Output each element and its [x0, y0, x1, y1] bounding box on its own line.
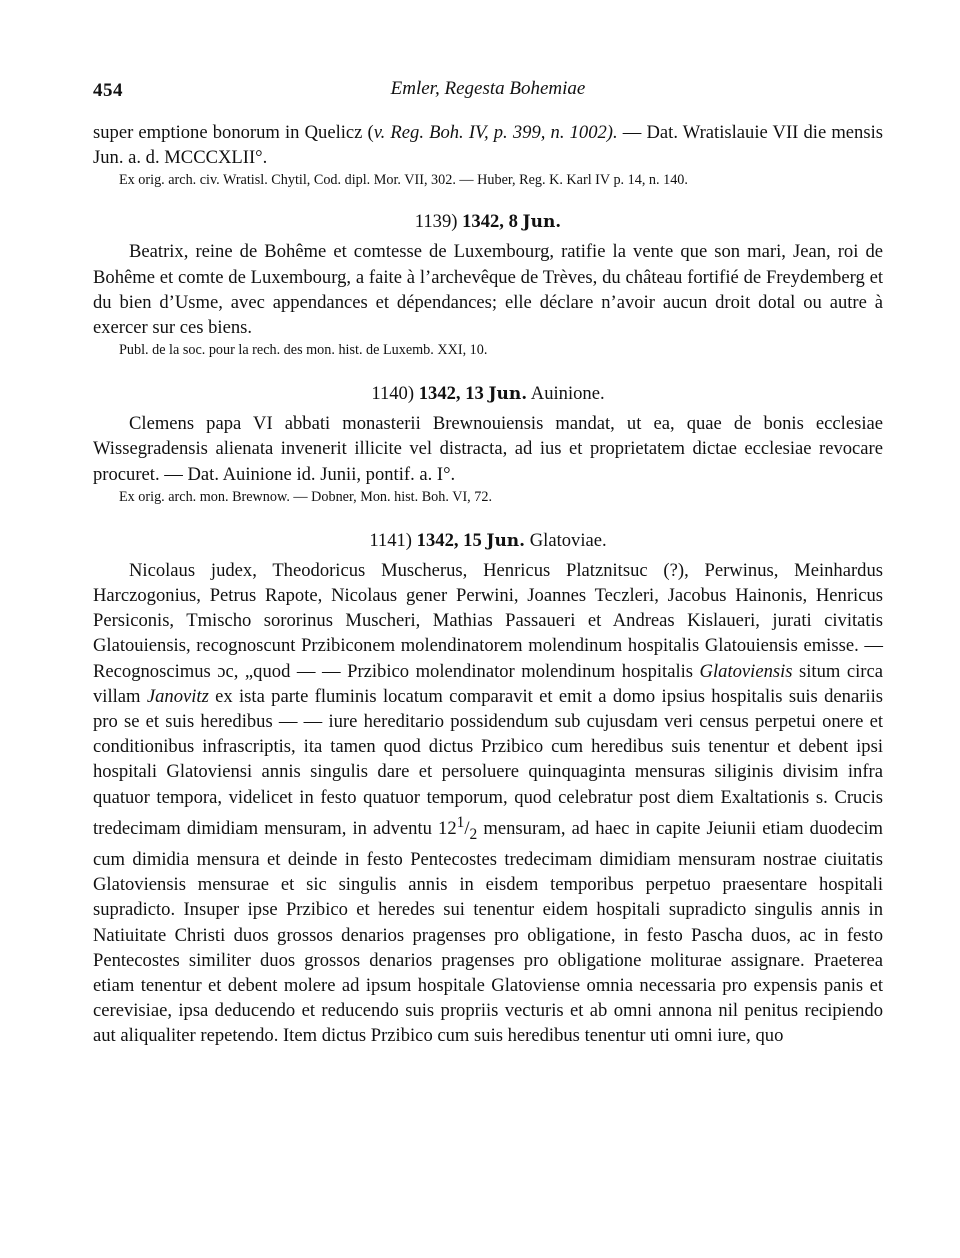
entry-heading-1140: 1140) 1342, 13 Jun. Auinione.	[371, 383, 605, 405]
entry-heading-1139: 1139) 1342, 8 Jun.	[414, 211, 562, 233]
continuation-text: super emptione bonorum in Quelicz (v. Reg. Boh. IV, p. 399, n. 1002). — Dat. Wratislauie VII die mensis Jun. a. d. MCCCXLII°.	[93, 122, 883, 169]
entry-source-1140: Ex orig. arch. mon. Brewnow. — Dobner, Mon. hist. Boh. VI, 72.	[119, 488, 492, 505]
entry-heading-1141: 1141) 1342, 15 Jun. Glatoviae.	[369, 529, 607, 551]
entry-text-1141: Nicolaus judex, Theodoricus Muscherus, Henricus Platznitsuc (?), Perwinus, Meinhardus Harczogonius, Petrus Rapote, Nicolaus gener Perwini, Joannes Teczleri, Jacobus Hainonis, Henricus Persiconis, Tmischo sororinus Muscheri, Mathias Passaueri et Andreas Kislaueri, jurati civitatis Glatouiensis, recognoscunt Przibiconem molendinatorem molendinum hospitalis Glatouiensis emisse. — Recognoscimus ɔc, „quod — — Przibico molendinator molendinum hospitalis Glatoviensis situm circa villam Janovitz ex ista parte fluminis locatum comparavit et emit a domo ipsius hospitalis suis denariis pro se et suis heredibus — — iure hereditario possidendum sub cujusdam veri census perpetui onere et conditionibus infrascriptis, ita tamen quod dictus Przibico cum heredibus suis tenentur et debent ipsi hospitali Glatoviensi annis singulis dare et persoluere quinquaginta mensuras siliginis divisim infra quatuor tempora, videlicet in festo quatuor temporum, quod celebratur post diem Exaltationis s. Crucis tredecimam dimidiam mensuram, in adventu $12^1/_2$ mensuram, ad haec in capite Jeiunii etiam duodecim cum dimidia mensura et deinde in festo Pentecostes tredecimam dimidiam mensuram nostrae ciuitatis Glatoviensis mensurae et sic singulis annis in eisdem temporibus perpetuo praesentare hospitali supradicto. Insuper ipse Przibico et heredes sui tenentur eidem hospitali supradicto singulis annis in Natiuitate Christi duos grossos denarios pragenses pro obligatione, in festo Pascha duos, ac in festo Pentecostes similiter duos grossos denarios pragenses pro obligatione moliturae assignare. Praeterea etiam tenentur et debent molere ad ipsum hospitale Glatoviense omnia necessaria pro expensis panis et cerevisiae, ipsa deducendo et reducendo suis propriis vecturis et ab omni annona nil penitus recipiendo aut aliqualiter repetendo. Item dictus Przibico cum suis heredibus tenentur uti omni iure, quo	[93, 559, 883, 1047]
continuation-source: Ex orig. arch. civ. Wratisl. Chytil, Cod. dipl. Mor. VII, 302. — Huber, Reg. K. Karl IV p. 14, n. 140.	[119, 172, 688, 189]
page-number: 454	[93, 80, 123, 101]
entry-text-1139: Beatrix, reine de Bohême et comtesse de Luxembourg, ratifie la vente que son mari, Jean, roi de Bohême et comte de Luxembourg, a faite à l’archevêque de Trèves, du château fortifié de Freydemberg et du bien d’Usme, avec appendances et dépendances; elle déclare n’avoir aucun droit dotal ou autre à exercer sur ces biens.	[93, 241, 883, 339]
page-header	[93, 70, 883, 110]
document-page	[93, 70, 883, 1049]
entry-source-1139: Publ. de la soc. pour la rech. des mon. hist. de Luxemb. XXI, 10.	[119, 342, 488, 359]
reference-citation: v. Reg. Boh. IV, p. 399, n. 1002).	[373, 122, 618, 143]
entry-text-1140: Clemens papa VI abbati monasterii Brewnouiensis mandat, ut ea, quae de bonis ecclesiae Wissegradensis alienata invenerit illicite vel distracta, ad ius et proprietatem dictae ecclesiae revocare procuret. — Dat. Auinione id. Junii, pontif. a. I°.	[93, 413, 883, 485]
running-title: Emler, Regesta Bohemiae	[390, 78, 586, 99]
